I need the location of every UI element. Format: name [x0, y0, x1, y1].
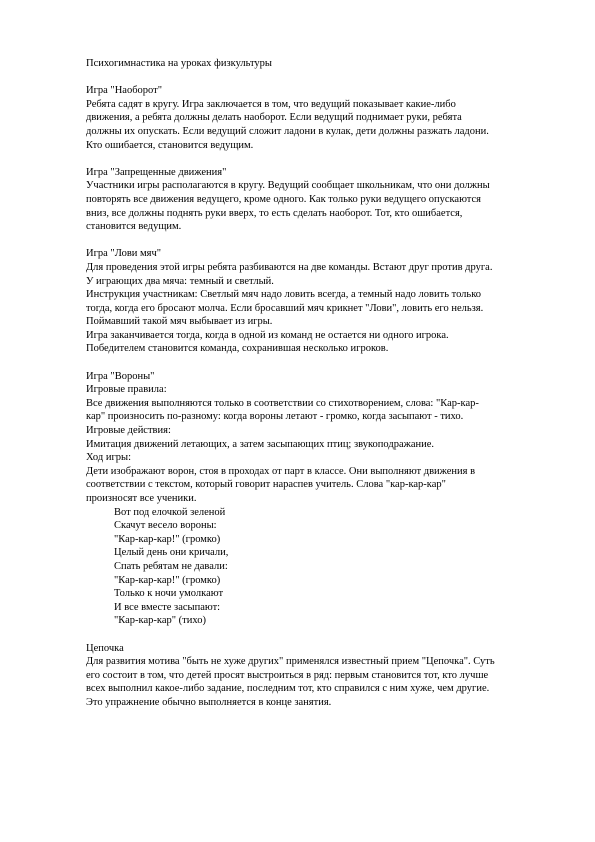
document-title: Психогимнастика на уроках физкультуры	[86, 58, 272, 69]
text-line: повторять все движения ведущего, кроме одного. Как только руки ведущего опускаются	[86, 193, 482, 205]
text-line: Ход игры:	[86, 452, 131, 464]
text-line: Игровые действия:	[86, 425, 171, 437]
text-line: произносят все ученики.	[86, 493, 197, 504]
spacer	[86, 152, 556, 166]
spacer	[86, 628, 556, 642]
text-line: движения, а ребята должны делать наоборот. Если ведущий поднимает руки, ребята	[86, 112, 462, 124]
text-line: Кто ошибается, становится ведущим.	[86, 139, 254, 151]
text-line: Игра заканчивается тогда, когда в одной из команд не остается ни одного игрока.	[86, 329, 449, 341]
section-catch-ball	[86, 247, 556, 356]
section-forbidden-moves	[86, 166, 556, 234]
text-line: Имитация движений летающих, а затем засыпающих птиц; звукоподражание.	[86, 438, 435, 450]
poem-line: "Кар-кар-кар!" (громко)	[114, 533, 221, 545]
text-line: Участники игры располагаются в кругу. Ведущий сообщает школьникам, что они должны	[86, 180, 490, 192]
section-crows	[86, 370, 556, 628]
text-line: Инструкция участникам: Светлый мяч надо ловить всегда, а темный надо ловить только	[86, 289, 482, 301]
poem-line: Целый день они кричали,	[114, 547, 229, 559]
text-line: Поймавший такой мяч выбывает из игры.	[86, 316, 273, 328]
text-line: вниз, все должны поднять руки вверх, то есть сделать наоборот. Тот, кто ошибается,	[86, 207, 463, 219]
text-line: Это упражнение обычно выполняется в конце занятия.	[86, 696, 332, 708]
spacer	[86, 356, 556, 370]
section-naoborot	[86, 84, 556, 152]
poem-line: Скачут весело вороны:	[114, 520, 217, 532]
spacer	[86, 234, 556, 248]
document-page	[86, 57, 556, 710]
section-chain	[86, 642, 556, 710]
text-line: тогда, когда его бросают молча. Если бросавший мяч крикнет "Лови", ловить его нельзя.	[86, 302, 484, 314]
text-line: должны их опускать. Если ведущий сложит ладони в кулак, дети должны разжать ладони.	[86, 125, 489, 137]
text-line: Дети изображают ворон, стоя в проходах от парт в классе. Они выполняют движения в	[86, 465, 476, 477]
text-line: соответствии с текстом, который говорит нараспев учитель. Слова "кар-кар-кар"	[86, 479, 446, 491]
poem-line: "Кар-кар-кар" (тихо)	[114, 615, 206, 627]
text-line: Для развития мотива "быть не хуже других" применялся известный прием "Цепочка". Суть	[86, 656, 495, 668]
text-line: У играющих два мяча: темный и светлый.	[86, 275, 274, 287]
poem-line: И все вместе засыпают:	[114, 601, 221, 613]
text-line: Ребята садят в кругу. Игра заключается в том, что ведущий показывает какие-либо	[86, 98, 456, 110]
section-heading: Игра "Наоборот"	[86, 85, 163, 97]
text-line: Для проведения этой игры ребята разбиваются на две команды. Встают друг против друга.	[86, 261, 493, 273]
poem	[86, 506, 556, 628]
poem-line: "Кар-кар-кар!" (громко)	[114, 574, 221, 586]
poem-line: Спать ребятам не давали:	[114, 560, 228, 572]
text-line: Игровые правила:	[86, 384, 167, 396]
poem-line: Вот под елочкой зеленой	[114, 506, 226, 518]
text-line: становится ведущим.	[86, 221, 182, 233]
poem-line: Только к ночи умолкают	[114, 588, 224, 600]
section-heading: Игра "Запрещенные движения"	[86, 166, 227, 178]
section-heading: Игра "Лови мяч"	[86, 248, 162, 260]
spacer	[86, 71, 556, 85]
text-line: его состоит в том, что детей просят выстроиться в ряд: первым становится тот, кто лучше	[86, 669, 489, 681]
section-heading: Игра "Вороны"	[86, 370, 155, 382]
text-line: всех выполнил какое-либо задание, последним тот, кто справился с ним хуже, чем другие.	[86, 683, 490, 695]
section-heading: Цепочка	[86, 642, 124, 654]
text-line: Победителем становится команда, сохранившая несколько игроков.	[86, 343, 389, 355]
text-line: Все движения выполняются только в соответствии со стихотворением, слова: "Кар-кар-	[86, 397, 479, 409]
text-line: кар" произносить по-разному: когда вороны летают - громко, когда засыпают - тихо.	[86, 411, 464, 423]
